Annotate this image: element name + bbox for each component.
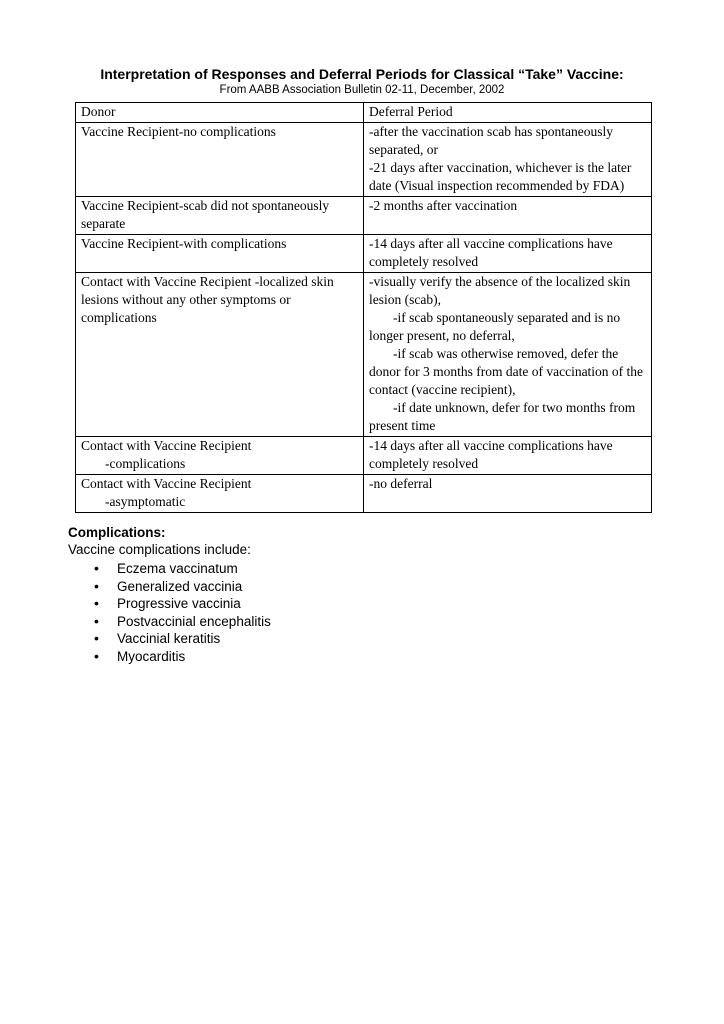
table-row xyxy=(76,123,652,197)
cell-paragraph: -complications xyxy=(105,456,186,471)
cell-paragraph: -asymptomatic xyxy=(105,494,186,509)
cell-paragraph: -14 days after all vaccine complications have completely resolved xyxy=(369,438,613,471)
cell-paragraph: Vaccine Recipient-scab did not spontaneously separate xyxy=(81,198,330,231)
complications-list xyxy=(68,560,724,665)
cell-paragraph: -after the vaccination scab has spontaneously separated, or xyxy=(369,124,614,157)
complications-heading: Complications: xyxy=(68,525,166,540)
cell-paragraph: -if scab spontaneously separated and is no longer present, no deferral, xyxy=(369,310,621,343)
table-row xyxy=(76,475,652,513)
deferral-period-cell xyxy=(364,475,652,513)
cell-paragraph: -no deferral xyxy=(369,476,433,491)
complication-item: • Myocarditis xyxy=(68,648,724,666)
column-header-deferral-period: Deferral Period xyxy=(364,103,652,123)
donor-cell xyxy=(76,197,364,235)
donor-cell xyxy=(76,123,364,197)
complication-item: • Postvaccinial encephalitis xyxy=(68,613,724,631)
column-header-donor: Donor xyxy=(76,103,364,123)
deferral-period-cell xyxy=(364,197,652,235)
deferral-period-cell xyxy=(364,437,652,475)
cell-paragraph: -visually verify the absence of the localized skin lesion (scab), xyxy=(369,274,631,307)
table-body xyxy=(76,123,652,513)
deferral-period-cell xyxy=(364,235,652,273)
deferral-period-cell xyxy=(364,273,652,437)
donor-cell xyxy=(76,475,364,513)
donor-cell xyxy=(76,235,364,273)
donor-cell xyxy=(76,273,364,437)
deferral-table xyxy=(75,102,652,513)
page-title: Interpretation of Responses and Deferral Periods for Classical “Take” Vaccine: xyxy=(100,66,624,82)
page-subtitle: From AABB Association Bulletin 02-11, December, 2002 xyxy=(219,84,505,96)
cell-paragraph: Contact with Vaccine Recipient xyxy=(81,438,252,453)
table-row xyxy=(76,197,652,235)
cell-paragraph: -14 days after all vaccine complications have completely resolved xyxy=(369,236,613,269)
cell-paragraph: Vaccine Recipient-no complications xyxy=(81,124,276,139)
complications-intro: Vaccine complications include: xyxy=(68,542,251,557)
complication-item: • Eczema vaccinatum xyxy=(68,560,724,578)
table-row xyxy=(76,273,652,437)
complication-item: • Vaccinial keratitis xyxy=(68,630,724,648)
cell-paragraph: -21 days after vaccination, whichever is the later date (Visual inspection recommended by FDA) xyxy=(369,160,632,193)
deferral-period-cell xyxy=(364,123,652,197)
cell-paragraph: -2 months after vaccination xyxy=(369,198,518,213)
table-header xyxy=(76,103,652,123)
cell-paragraph: Contact with Vaccine Recipient xyxy=(81,476,252,491)
table-row xyxy=(76,235,652,273)
cell-paragraph: Contact with Vaccine Recipient -localized skin lesions without any other symptoms or complications xyxy=(81,274,334,325)
cell-paragraph: -if scab was otherwise removed, defer the donor for 3 months from date of vaccination of the contact (vaccine recipient), xyxy=(369,346,644,397)
cell-paragraph: -if date unknown, defer for two months from present time xyxy=(369,400,636,433)
cell-paragraph: Vaccine Recipient-with complications xyxy=(81,236,287,251)
complication-item: • Progressive vaccinia xyxy=(68,595,724,613)
table-row xyxy=(76,437,652,475)
complications-section xyxy=(68,524,724,665)
table-header-row xyxy=(76,103,652,123)
complication-item: • Generalized vaccinia xyxy=(68,578,724,596)
donor-cell xyxy=(76,437,364,475)
